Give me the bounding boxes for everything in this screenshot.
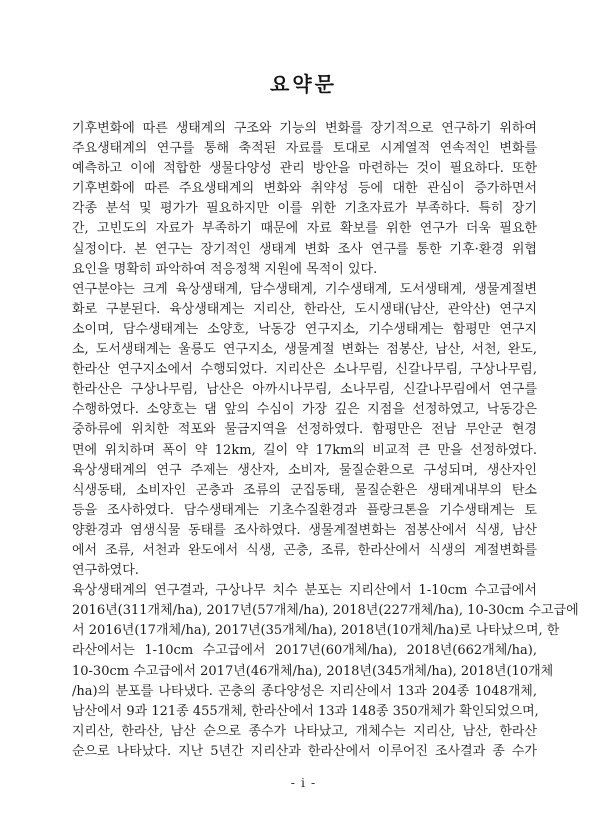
text-line: 순으로 나타났다. 지난 5년간 지리산과 한라산에서 이루어진 조사결과 종 수가	[72, 743, 537, 759]
text-line: 중하류에 위치한 적포와 물금지역을 선정하였다. 함평만은 전남 무안군 현경	[72, 422, 537, 438]
text-line: 등을 조사하였다. 담수생태계는 기초수질환경과 플랑크톤을 기수생태계는 토	[72, 502, 537, 518]
text-line: 식생동태, 소비자인 곤충과 조류의 군집동태, 물질순환은 생태계내부의 탄소	[72, 482, 537, 498]
text-line: 화로 구분된다. 육상생태계는 지리산, 한라산, 도시생태(남산, 관악산) 연구지	[72, 301, 537, 317]
text-line: 서 2016년(17개체/ha), 2017년(35개체/ha), 2018년(10개체/ha)로 나타났으며, 한	[72, 623, 560, 639]
page-number: - i -	[290, 775, 317, 790]
text-line: 실정이다. 본 연구는 장기적인 생태계 변화 조사 연구를 통한 기후·환경 위협	[72, 241, 537, 257]
text-line: 기후변화에 따른 주요생태계의 변화와 취약성 등에 대한 관심이 증가하면서	[72, 181, 537, 197]
text-line: 10-30cm 수고급에서 2017년(46개체/ha), 2018년(345개체/ha), 2018년(10개체	[72, 663, 554, 679]
text-line: /ha)의 분포를 나타냈다. 곤충의 종다양성은 지리산에서 13과 204종 1048개체,	[72, 683, 537, 699]
paragraph	[72, 119, 537, 280]
text-line: 라산에서는 1-10cm 수고급에서 2017년(60개체/ha), 2018년(662개체/ha),	[72, 643, 537, 659]
text-line: 요인을 명확히 파악하여 적응정책 지원에 목적이 있다.	[72, 261, 378, 277]
text-line: 육상생태계의 연구결과, 구상나무 치수 분포는 지리산에서 1-10cm 수고급에서	[72, 583, 537, 599]
text-line: 육상생태계의 연구 주제는 생산자, 소비자, 물질순환으로 구성되며, 생산자인	[72, 462, 537, 478]
text-line: 한라산은 구상나무림, 남산은 아까시나무림, 소나무림, 신갈나무림에서 연구를	[72, 382, 537, 398]
text-line: 예측하고 이에 적합한 생물다양성 관리 방안을 마련하는 것이 필요하다. 또한	[72, 161, 537, 177]
text-line: 지리산, 한라산, 남산 순으로 종수가 나타났고, 개체수는 지리산, 남산, 한라산	[72, 723, 537, 739]
text-line: 연구분야는 크게 육상생태계, 담수생태계, 기수생태계, 도서생태계, 생물계절변	[72, 281, 537, 297]
text-line: 연구하였다.	[72, 563, 139, 579]
text-line: 2016년(311개체/ha), 2017년(57개체/ha), 2018년(227개체/ha), 10-30cm 수고급에	[72, 603, 579, 619]
page-title: 요약문	[270, 72, 337, 96]
paragraph	[72, 280, 537, 581]
text-line: 면에 위치하며 폭이 약 12km, 길이 약 17km의 비교적 큰 만을 선정하였다.	[72, 442, 537, 458]
text-line: 소, 도서생태계는 울릉도 연구지소, 생물계절 변화는 점봉산, 남산, 서천, 완도,	[72, 342, 537, 358]
text-line: 각종 분석 및 평가가 필요하지만 이를 위한 기초자료가 부족하다. 특히 장기	[72, 201, 537, 217]
text-line: 한라산 연구지소에서 수행되었다. 지리산은 소나무림, 신갈나무림, 구상나무림,	[72, 362, 537, 378]
text-line: 남산에서 9과 121종 455개체, 한라산에서 13과 148종 350개체가 확인되었으며,	[72, 703, 539, 719]
document-body	[72, 119, 579, 762]
paragraph	[72, 581, 579, 762]
text-line: 소이며, 담수생태계는 소양호, 낙동강 연구지소, 기수생태계는 함평만 연구지	[72, 321, 537, 337]
text-line: 에서 조류, 서천과 완도에서 식생, 곤충, 조류, 한라산에서 식생의 계절변화를	[72, 542, 537, 558]
text-line: 양환경과 염생식물 동태를 조사하였다. 생물계절변화는 점봉산에서 식생, 남산	[72, 522, 537, 538]
text-line: 주요생태계의 연구를 통해 축적된 자료를 토대로 시계열적 연속적인 변화를	[72, 141, 537, 157]
text-line: 간, 고빈도의 자료가 부족하기 때문에 자료 확보를 위한 연구가 더욱 필요한	[72, 221, 537, 237]
text-line: 기후변화에 따른 생태계의 구조와 기능의 변화를 장기적으로 연구하기 위하여	[72, 121, 537, 136]
text-line: 수행하였다. 소양호는 댐 앞의 수심이 가장 깊은 지점을 선정하였고, 낙동강은	[72, 402, 537, 418]
